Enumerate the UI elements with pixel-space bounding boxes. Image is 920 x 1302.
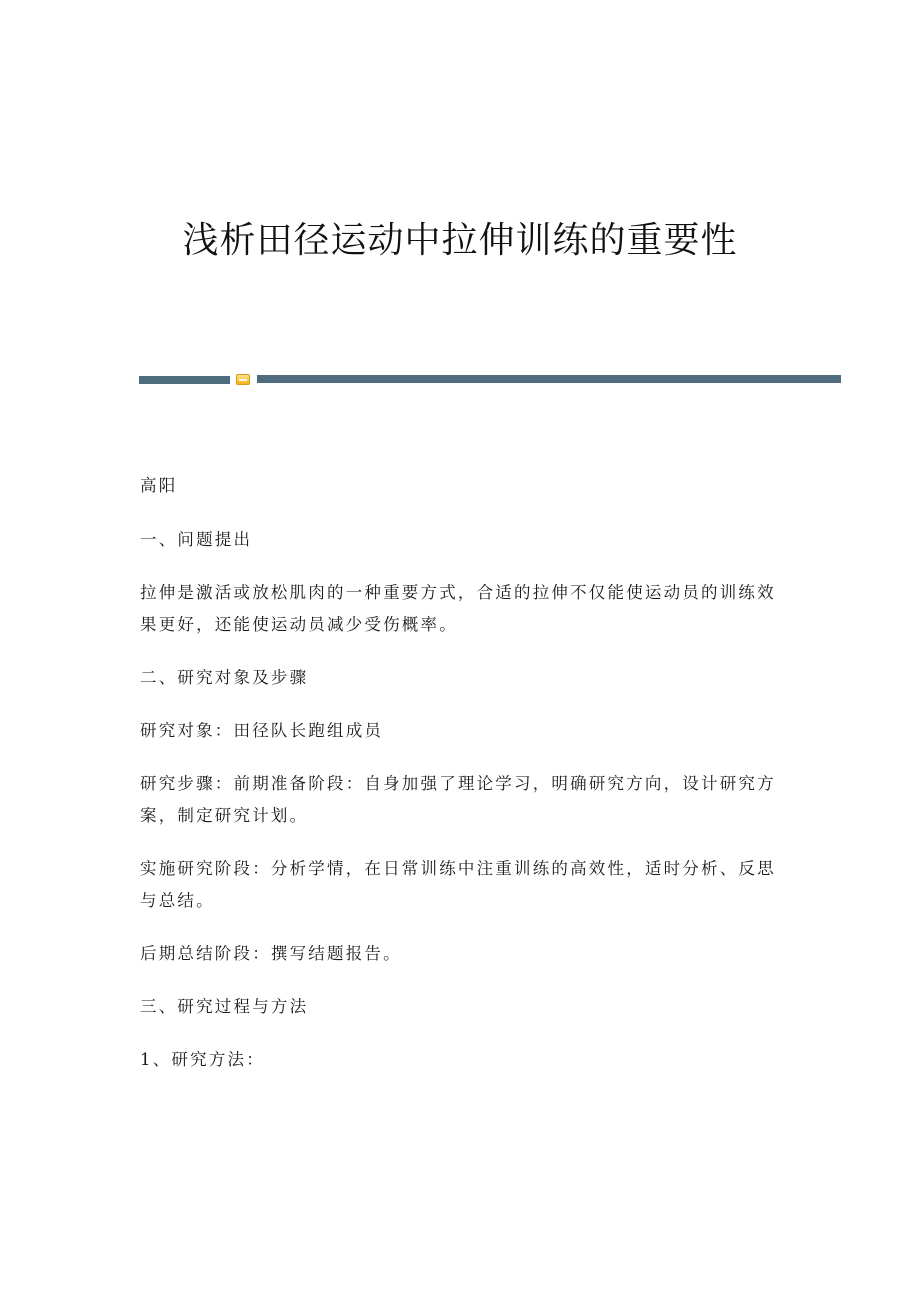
document-badge-icon	[236, 374, 250, 385]
subsection-heading: 1、研究方法：	[140, 1050, 265, 1069]
document-body	[140, 470, 780, 1097]
body-paragraph: 研究步骤：前期准备阶段：自身加强了理论学习，明确研究方向，设计研究方案，制定研究计划。	[140, 774, 776, 825]
document-title: 浅析田径运动中拉伸训练的重要性	[182, 220, 738, 261]
section-heading-1: 一、问题提出	[140, 530, 253, 549]
title-divider	[139, 374, 841, 386]
body-paragraph: 拉伸是激活或放松肌肉的一种重要方式，合适的拉伸不仅能使运动员的训练效果更好，还能使运动员减少受伤概率。	[140, 583, 776, 634]
body-paragraph: 实施研究阶段：分析学情，在日常训练中注重训练的高效性，适时分析、反思与总结。	[140, 859, 776, 910]
body-paragraph: 研究对象：田径队长跑组成员	[140, 721, 384, 740]
section-heading-3: 三、研究过程与方法	[140, 997, 309, 1016]
divider-bar-right	[257, 375, 841, 383]
body-paragraph: 后期总结阶段：撰写结题报告。	[140, 944, 402, 963]
author-name: 高阳	[140, 476, 178, 495]
divider-bar-left	[139, 376, 230, 384]
section-heading-2: 二、研究对象及步骤	[140, 668, 309, 687]
